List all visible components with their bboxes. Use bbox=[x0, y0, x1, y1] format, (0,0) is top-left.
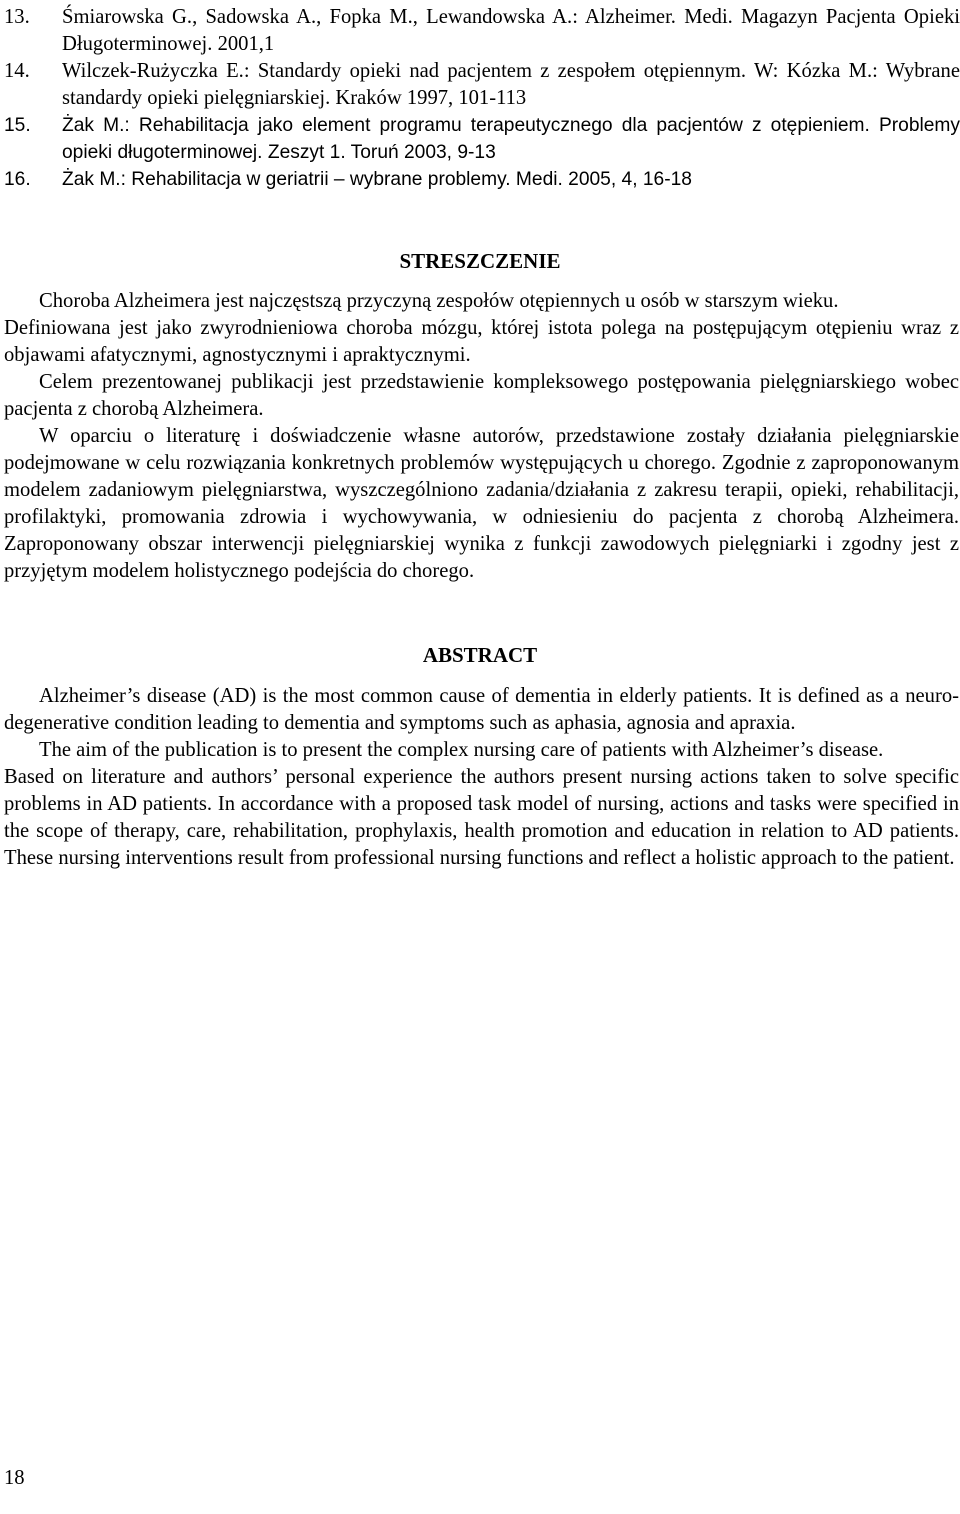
streszczenie-paragraph: Celem prezentowanej publikacji jest przedstawienie kompleksowego postępowania pielęgniarskiego wobec pacjenta z chorobą Alzheimera. bbox=[4, 371, 959, 420]
abstract-body bbox=[4, 683, 959, 872]
abstract-paragraph: Based on literature and authors’ personal experience the authors present nursing actions taken to solve specific problems in AD patients. In accordance with a proposed task model of nursing, actions and tasks were specified in the scope of therapy, care, rehabilitation, prophylaxis, health promotion and education in relation to AD patients. These nursing interventions result from professional nursing functions and reflect a holistic approach to the patient. bbox=[4, 766, 959, 869]
reference-text: Żak M.: Rehabilitacja jako element programu terapeutycznego dla pacjentów z otępieniem. Problemy opieki długoterminowej. Zeszyt 1. Toruń 2003, 9-13 bbox=[62, 115, 960, 163]
streszczenie-paragraph: Definiowana jest jako zwyrodnieniowa choroba mózgu, której istota polega na postępującym otępieniu wraz z objawami afatycznymi, agnostycznymi i apraktycznymi. bbox=[4, 317, 959, 366]
reference-number: 15. bbox=[4, 115, 31, 136]
reference-text: Śmiarowska G., Sadowska A., Fopka M., Lewandowska A.: Alzheimer. Medi. Magazyn Pacjenta Opieki Długoterminowej. 2001,1 bbox=[62, 6, 960, 55]
reference-text: Wilczek-Rużyczka E.: Standardy opieki nad pacjentem z zespołem otępiennym. W: Kózka M.: Wybrane standardy opieki pielęgniarskiej. Kraków 1997, 101-113 bbox=[62, 60, 960, 109]
streszczenie-heading: STRESZCZENIE bbox=[399, 249, 561, 273]
reference-item bbox=[4, 112, 960, 166]
streszczenie-body bbox=[4, 288, 959, 585]
reference-item bbox=[4, 166, 960, 193]
abstract-paragraph: The aim of the publication is to present the complex nursing care of patients with Alzheimer’s disease. bbox=[39, 739, 884, 761]
reference-item bbox=[4, 4, 960, 58]
reference-text: Żak M.: Rehabilitacja w geriatrii – wybrane problemy. Medi. 2005, 4, 16-18 bbox=[62, 169, 692, 190]
abstract-heading: ABSTRACT bbox=[422, 643, 538, 667]
page-number: 18 bbox=[4, 1467, 25, 1489]
reference-number: 16. bbox=[4, 169, 31, 190]
reference-number: 13. bbox=[4, 6, 30, 28]
streszczenie-paragraph: Choroba Alzheimera jest najczęstszą przyczyną zespołów otępiennych u osób w starszym wieku. bbox=[39, 290, 839, 312]
reference-list bbox=[4, 4, 960, 193]
abstract-paragraph: Alzheimer’s disease (AD) is the most common cause of dementia in elderly patients. It is defined as a neuro-degenerative condition leading to dementia and symptoms such as aphasia, agnosia and apraxia. bbox=[4, 685, 959, 734]
reference-item bbox=[4, 58, 960, 112]
reference-number: 14. bbox=[4, 60, 30, 82]
streszczenie-paragraph: W oparciu o literaturę i doświadczenie własne autorów, przedstawione zostały działania pielęgniarskie podejmowane w celu rozwiązania konkretnych problemów występujących u chorego. Zgodnie z zaproponowanym modelem zadaniowym pielęgniarstwa, wyszczególniono zadania/działania z zakresu terapii, opieki, rehabilitacji, profilaktyki, promowania zdrowia i wychowywania, w odniesieniu do pacjenta z chorobą Alzheimera. Zaproponowany obszar interwencji pielęgniarskiej wynika z funkcji zawodowych pielęgniarki i zgodny jest z przyjętym modelem holistycznego podejścia do chorego. bbox=[4, 425, 959, 582]
